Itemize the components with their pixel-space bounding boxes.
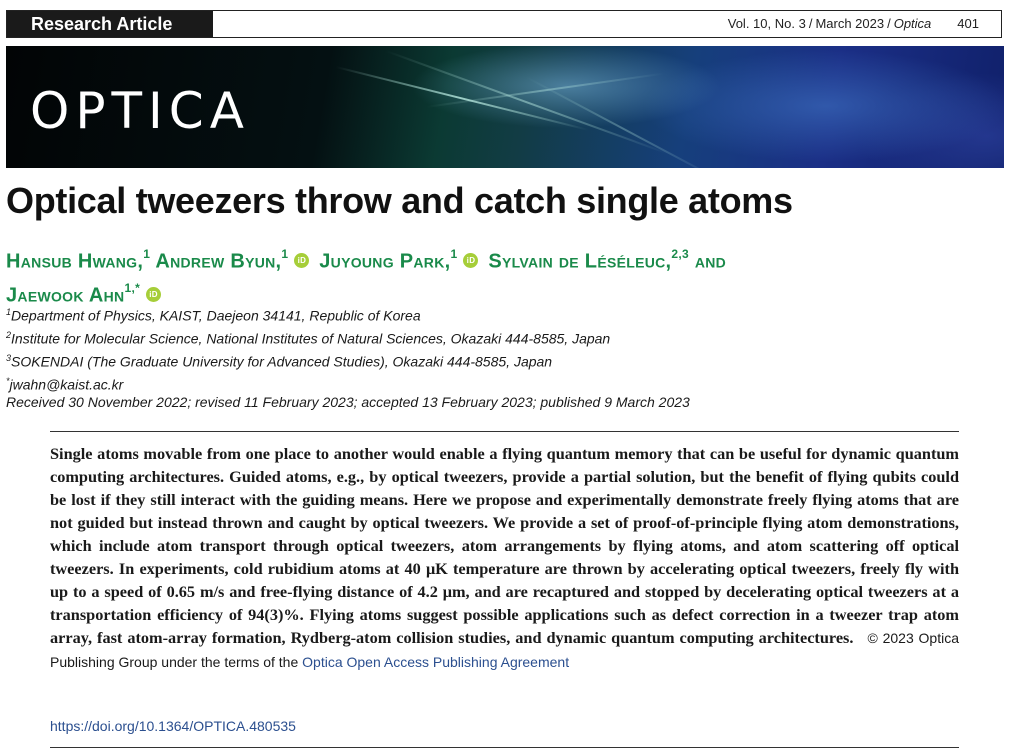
author-name: Hansub Hwang, (6, 250, 144, 273)
journal-name: Optica (893, 16, 932, 31)
author-affiliation-mark: 1 (450, 247, 458, 261)
article-type-label: Research Article (7, 11, 213, 37)
issue-date: March 2023 (815, 16, 885, 31)
volume-issue: Vol. 10, No. 3 (727, 16, 806, 31)
optica-logo: OPTICA (30, 82, 250, 140)
author-name: Juyoung Park, (319, 250, 451, 273)
article-title: Optical tweezers throw and catch single atoms (6, 180, 793, 221)
affiliations (6, 303, 610, 396)
orcid-icon[interactable]: iD (463, 253, 478, 268)
abstract-text: Single atoms movable from one place to another would enable a flying quantum memory that can be useful for dynamic quantum computing architectures. Guided atoms, e.g., by optical tweezers, provide a partial solution, but the benefit of flying qubits could be lost if they still interact with the guiding means. Here we propose and experimentally demonstrate freely flying atoms that are not guided but instead thrown and caught by optical tweezers. We provide a set of proof-of-principle flying atom demonstrations, which include atom transport through optical tweezers, atom arrangements by flying atoms, and atom scattering off optical tweezers. In experiments, cold rubidium atoms at 40 μK temperature are thrown by accelerating optical tweezers, freely fly with up to a speed of 0.65 m/s and free-flying distance of 4.2 μm, and are recaptured and stopped by decelerating optical tweezers at a transportation efficiency of 94(3)%. Flying atoms suggest possible applications such as defect correction in a tweezer trap atom array, fast atom-array formation, Rydberg-atom collision studies, and dynamic quantum computing architectures. (50, 444, 959, 647)
header-bar (6, 10, 1002, 38)
publication-history: Received 30 November 2022; revised 11 February 2023; accepted 13 February 2023; published 9 March 2023 (6, 394, 690, 410)
abstract-bottom-divider (50, 747, 959, 748)
affiliation-item: $^3$SOKENDAI (The Graduate University for Advanced Studies), Okazaki 444-8585, Japan (6, 353, 553, 370)
doi-link[interactable]: https://doi.org/10.1364/OPTICA.480535 (50, 718, 296, 734)
journal-info: Vol. 10, No. 3 / March 2023 / Optica 401 (727, 16, 979, 31)
abstract-top-divider (50, 431, 959, 432)
corresponding-email[interactable]: *jwahn@kaist.ac.kr (6, 376, 124, 394)
author-name: Jaewook Ahn (6, 284, 125, 307)
author-name: Sylvain de Léséleuc, (488, 250, 672, 273)
authors-conjunction: and (694, 250, 727, 273)
license-link[interactable]: Optica Open Access Publishing Agreement (302, 654, 570, 670)
author-list (6, 242, 966, 309)
author-name: Andrew Byun, (155, 250, 282, 273)
orcid-icon[interactable]: iD (294, 253, 309, 268)
journal-banner (6, 46, 1004, 168)
page-number: 401 (957, 16, 979, 31)
author-affiliation-mark: 1 (143, 247, 151, 261)
abstract (50, 442, 959, 674)
license-statement: © 2023 Optica Publishing Group under the terms of the Optica Open Access Publishing Agreement (50, 630, 959, 670)
affiliation-item: $^2$Institute for Molecular Science, National Institutes of Natural Sciences, Okazaki 444-8585, Japan (6, 330, 611, 347)
author-affiliation-mark: 1 (281, 247, 289, 261)
affiliation-item: $^1$Department of Physics, KAIST, Daejeon 34141, Republic of Korea (6, 307, 421, 324)
author-affiliation-mark: 1,* (124, 280, 141, 295)
author-affiliation-mark: 2,3 (671, 247, 689, 261)
orcid-icon[interactable]: iD (146, 287, 161, 302)
